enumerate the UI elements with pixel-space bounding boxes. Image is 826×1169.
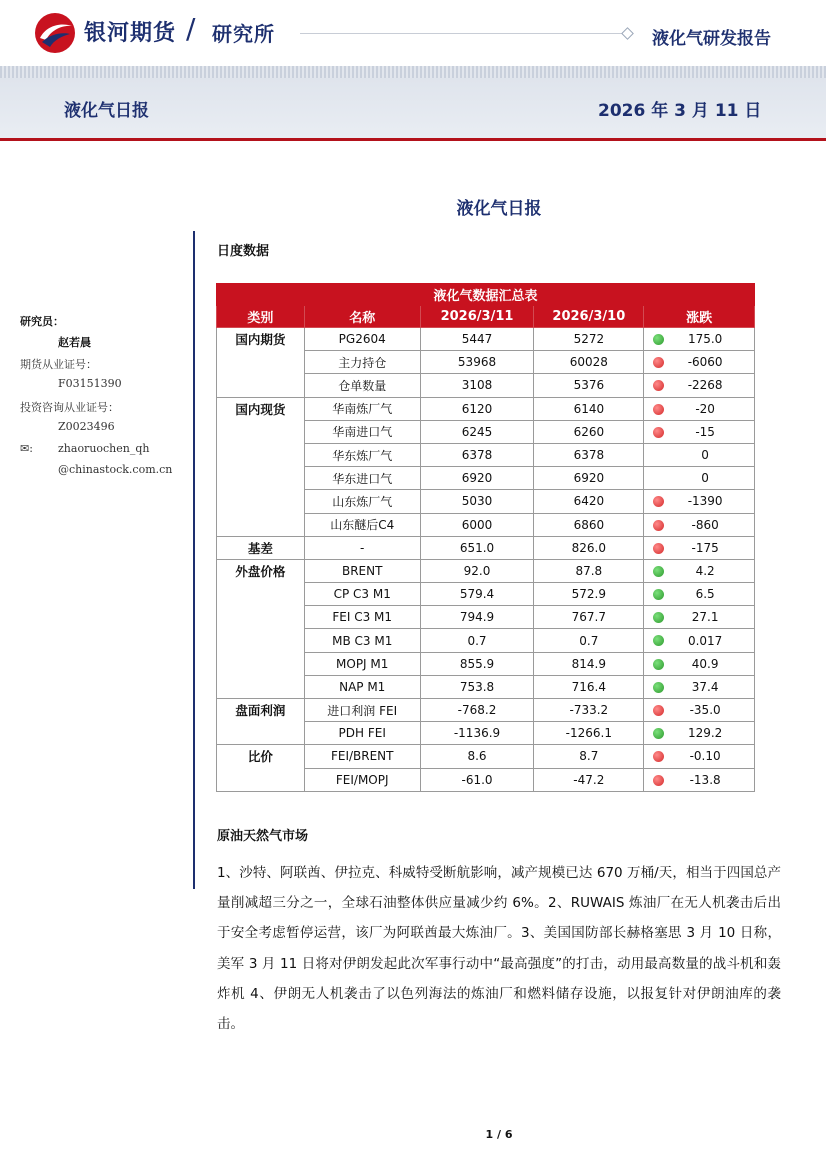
row-value-current: 6000 (420, 513, 534, 536)
invest-cert-number: Z0023496 (58, 420, 115, 433)
row-value-previous: 767.7 (534, 606, 644, 629)
sidebar-divider (193, 231, 195, 889)
header-date-1: 2026/3/11 (420, 306, 534, 328)
row-value-previous: 572.9 (534, 583, 644, 606)
row-value-previous: 5272 (534, 328, 644, 351)
row-value-current: 5030 (420, 490, 534, 513)
row-value-previous: 6920 (534, 467, 644, 490)
change-value: -15 (695, 424, 715, 439)
email-icon: ✉: (20, 442, 33, 455)
row-name: - (304, 536, 420, 559)
row-value-current: 855.9 (420, 652, 534, 675)
page-header (0, 0, 826, 66)
change-value: 37.4 (691, 679, 719, 694)
row-value-current: 5447 (420, 328, 534, 351)
report-type: 液化气研发报告 (652, 29, 771, 49)
table-caption: 液化气数据汇总表 (217, 284, 755, 306)
row-value-previous: 6860 (534, 513, 644, 536)
green-up-dot-icon (653, 566, 664, 577)
row-category: 国内期货 (217, 328, 305, 351)
row-category (217, 722, 305, 745)
green-up-dot-icon (653, 728, 664, 739)
row-category (217, 351, 305, 374)
green-up-dot-icon (653, 612, 664, 623)
row-value-current: 0.7 (420, 629, 534, 652)
header-change: 涨跌 (644, 306, 755, 328)
row-name: BRENT (304, 559, 420, 582)
email-line-2[interactable]: @chinastock.com.cn (58, 463, 173, 476)
red-down-dot-icon (653, 380, 664, 391)
galaxy-logo-icon (34, 12, 76, 54)
row-value-current: -1136.9 (420, 722, 534, 745)
red-down-dot-icon (653, 427, 664, 438)
table-row (217, 351, 755, 374)
row-value-current: -61.0 (420, 768, 534, 791)
row-change (644, 443, 755, 466)
row-change (644, 722, 755, 745)
row-name: 仓单数量 (304, 374, 420, 397)
row-change (644, 467, 755, 490)
row-category (217, 513, 305, 536)
change-value: 175.0 (687, 332, 723, 347)
row-value-current: 753.8 (420, 675, 534, 698)
change-value: -6060 (687, 355, 723, 370)
row-value-current: 579.4 (420, 583, 534, 606)
company-name: 银河期货 (84, 21, 177, 46)
row-category (217, 768, 305, 791)
row-change (644, 513, 755, 536)
table-row (217, 420, 755, 443)
row-value-previous: -1266.1 (534, 722, 644, 745)
table-row (217, 699, 755, 722)
row-category: 盘面利润 (217, 699, 305, 722)
table-row (217, 629, 755, 652)
row-name: NAP M1 (304, 675, 420, 698)
row-category: 外盘价格 (217, 559, 305, 582)
researcher-name: 赵若晨 (58, 336, 91, 349)
green-up-dot-icon (653, 635, 664, 646)
row-value-current: 53968 (420, 351, 534, 374)
logo-divider: / (186, 12, 196, 45)
row-value-previous: 5376 (534, 374, 644, 397)
row-category: 比价 (217, 745, 305, 768)
row-change (644, 536, 755, 559)
row-value-previous: 6140 (534, 397, 644, 420)
table-row (217, 652, 755, 675)
section-heading-daily: 日度数据 (217, 244, 270, 259)
red-down-dot-icon (653, 496, 664, 507)
header-stripe (0, 66, 826, 78)
row-value-previous: 6420 (534, 490, 644, 513)
row-category: 基差 (217, 536, 305, 559)
row-value-previous: -47.2 (534, 768, 644, 791)
row-change (644, 374, 755, 397)
table-row (217, 559, 755, 582)
diamond-icon (621, 27, 634, 40)
row-value-previous: 6260 (534, 420, 644, 443)
table-row (217, 397, 755, 420)
report-date: 2026 年 3 月 11 日 (598, 101, 762, 121)
change-value: -175 (691, 540, 719, 555)
table-row (217, 443, 755, 466)
row-value-current: 6120 (420, 397, 534, 420)
header-category: 类别 (217, 306, 305, 328)
row-change (644, 559, 755, 582)
row-value-current: 651.0 (420, 536, 534, 559)
row-change (644, 490, 755, 513)
row-name: PDH FEI (304, 722, 420, 745)
row-name: 华南炼厂气 (304, 397, 420, 420)
row-name: PG2604 (304, 328, 420, 351)
row-value-current: -768.2 (420, 699, 534, 722)
department-name: 研究所 (212, 22, 275, 46)
red-down-dot-icon (653, 404, 664, 415)
table-row (217, 675, 755, 698)
red-down-dot-icon (653, 775, 664, 786)
row-change (644, 768, 755, 791)
red-down-dot-icon (653, 705, 664, 716)
change-value: 0 (701, 448, 709, 463)
row-name: MOPJ M1 (304, 652, 420, 675)
row-value-previous: 6378 (534, 443, 644, 466)
row-change (644, 745, 755, 768)
invest-cert-label: 投资咨询从业证号： (20, 401, 119, 414)
green-up-dot-icon (653, 334, 664, 345)
row-category (217, 652, 305, 675)
red-down-dot-icon (653, 520, 664, 531)
row-value-current: 6920 (420, 467, 534, 490)
change-value: -1390 (687, 494, 723, 509)
crude-market-paragraph: 1、沙特、阿联酋、伊拉克、科威特受断航影响，减产规模已达 670 万桶/天，相当于四国总产量削减超三分之一，全球石油整体供应量减少约 6%。2、RUWAIS 炼油厂在无人机袭击后出于安全考虑暂停运营，该厂为阿联酋最大炼油厂。3、美国国防部长赫格塞思 3 月 10 日称，美军 3 月 11 日将对伊朗发起此次军事行动中“最高强度”的打击，动用最高数量的战斗机和轰炸机 4、伊朗无人机袭击了以色列海法的炼油厂和燃料储存设施，以报复针对伊朗油库的袭击。 (217, 865, 781, 1033)
row-change (644, 652, 755, 675)
header-date-2: 2026/3/10 (534, 306, 644, 328)
row-category (217, 629, 305, 652)
email-line-1[interactable]: zhaoruochen_qh (58, 442, 150, 455)
row-value-previous: 814.9 (534, 652, 644, 675)
change-value: -0.10 (689, 749, 721, 764)
table-row (217, 374, 755, 397)
table-row (217, 328, 755, 351)
row-value-current: 6378 (420, 443, 534, 466)
table-row (217, 606, 755, 629)
change-value: 129.2 (687, 726, 723, 741)
section-heading-crude: 原油天然气市场 (217, 829, 309, 844)
row-change (644, 351, 755, 374)
row-name: CP C3 M1 (304, 583, 420, 606)
row-name: 主力持仓 (304, 351, 420, 374)
row-value-previous: 716.4 (534, 675, 644, 698)
row-value-previous: 87.8 (534, 559, 644, 582)
table-row (217, 467, 755, 490)
row-value-previous: 0.7 (534, 629, 644, 652)
table-row (217, 536, 755, 559)
row-value-previous: 60028 (534, 351, 644, 374)
row-value-current: 92.0 (420, 559, 534, 582)
green-up-dot-icon (653, 589, 664, 600)
row-change (644, 420, 755, 443)
change-value: -2268 (687, 378, 723, 393)
table-row (217, 583, 755, 606)
change-value: 4.2 (695, 563, 715, 578)
row-name: 华东炼厂气 (304, 443, 420, 466)
table-row (217, 745, 755, 768)
row-change (644, 675, 755, 698)
row-name: FEI C3 M1 (304, 606, 420, 629)
header-rule (300, 33, 626, 34)
row-category: 国内现货 (217, 397, 305, 420)
researcher-label: 研究员： (20, 315, 64, 328)
row-category (217, 606, 305, 629)
red-down-dot-icon (653, 751, 664, 762)
row-name: FEI/BRENT (304, 745, 420, 768)
row-value-current: 794.9 (420, 606, 534, 629)
futures-cert-number: F03151390 (58, 377, 122, 390)
change-value: 40.9 (691, 656, 719, 671)
lpg-summary-table (216, 283, 755, 792)
futures-cert-label: 期货从业证号： (20, 358, 97, 371)
change-value: -13.8 (689, 772, 721, 787)
row-value-current: 3108 (420, 374, 534, 397)
band-title: 液化气日报 (64, 101, 149, 121)
row-name: MB C3 M1 (304, 629, 420, 652)
document-title: 液化气日报 (456, 199, 542, 219)
change-value: 0 (701, 471, 709, 486)
table-row (217, 768, 755, 791)
change-value: 6.5 (695, 587, 715, 602)
row-name: 山东炼厂气 (304, 490, 420, 513)
row-category (217, 490, 305, 513)
row-change (644, 606, 755, 629)
row-category (217, 374, 305, 397)
table-row (217, 490, 755, 513)
row-name: FEI/MOPJ (304, 768, 420, 791)
row-category (217, 583, 305, 606)
table-row (217, 513, 755, 536)
row-value-previous: 8.7 (534, 745, 644, 768)
row-category (217, 443, 305, 466)
green-up-dot-icon (653, 659, 664, 670)
header-name: 名称 (304, 306, 420, 328)
row-change (644, 629, 755, 652)
row-category (217, 675, 305, 698)
row-name: 华南进口气 (304, 420, 420, 443)
change-value: -20 (695, 401, 715, 416)
row-category (217, 420, 305, 443)
change-value: -35.0 (689, 703, 721, 718)
change-value: 0.017 (687, 633, 723, 648)
row-change (644, 583, 755, 606)
row-change (644, 397, 755, 420)
row-name: 华东进口气 (304, 467, 420, 490)
row-name: 山东醚后C4 (304, 513, 420, 536)
table-row (217, 722, 755, 745)
row-change (644, 699, 755, 722)
row-value-current: 6245 (420, 420, 534, 443)
header-red-rule (0, 138, 826, 141)
green-up-dot-icon (653, 682, 664, 693)
row-value-previous: -733.2 (534, 699, 644, 722)
change-value: -860 (691, 517, 719, 532)
red-down-dot-icon (653, 543, 664, 554)
change-value: 27.1 (691, 610, 719, 625)
row-change (644, 328, 755, 351)
page-number: 1 / 6 (485, 1128, 513, 1141)
row-category (217, 467, 305, 490)
row-value-current: 8.6 (420, 745, 534, 768)
row-name: 进口利润 FEI (304, 699, 420, 722)
red-down-dot-icon (653, 357, 664, 368)
row-value-previous: 826.0 (534, 536, 644, 559)
